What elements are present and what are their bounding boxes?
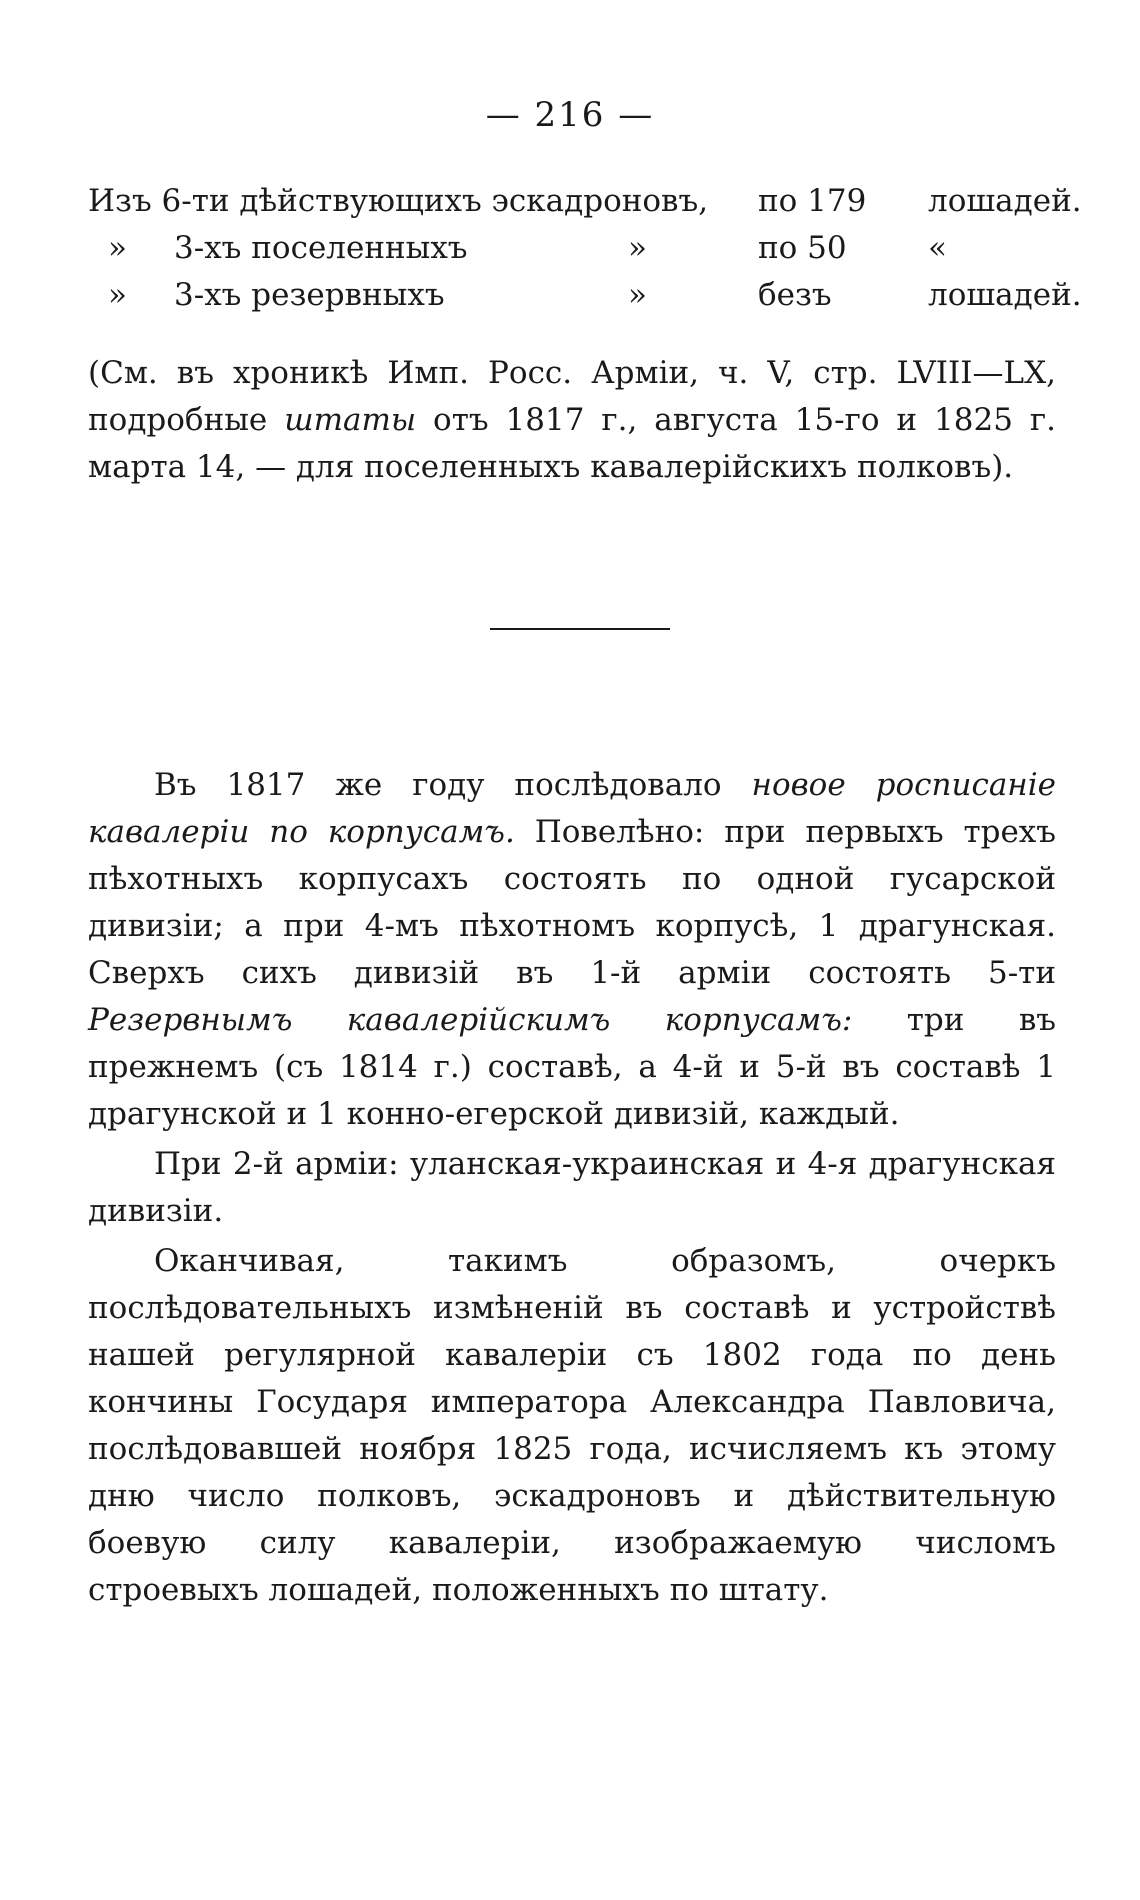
paragraph-3: Оканчивая, такимъ образомъ, очеркъ послѣдовательныхъ измѣненій въ составѣ и устройствѣ нашей регулярной кавалеріи съ 1802 года по день кончины Государя императора Александра Павловича, послѣдовавшей ноября 1825 года, исчисляемъ къ этому дню число полковъ, эскадроновъ и дѣйствительную боевую силу кавалеріи, изображаемую числомъ строевыхъ лошадей, положенныхъ по штату. (88, 1243, 1056, 1608)
reference-text-end: отъ 1817 г., августа 15-го и 1825 г. марта 14, — для поселенныхъ кавалерійскихъ полковъ). (88, 402, 1056, 485)
row-amount: по 50 (758, 230, 847, 266)
ditto-mark: » (108, 277, 127, 313)
row-amount: по 179 (758, 183, 867, 219)
ditto-mark: » (628, 230, 647, 266)
p1-italic-d: Резервнымъ кавалерійскимъ корпусамъ: (88, 1002, 853, 1038)
table-row (88, 272, 1082, 319)
section-divider (490, 628, 670, 630)
p1-text-e: три въ прежнемъ (съ 1814 г.) составѣ, а 4-й и 5-й въ составѣ 1 драгунской и 1 конно-егерской дивизій, каждый. (88, 1002, 1056, 1132)
paragraph-1 (88, 762, 1056, 1138)
table-row (88, 178, 1082, 225)
row-label: 3-хъ поселенныхъ (174, 230, 468, 266)
paragraph-2: При 2-й арміи: уланская-украинская и 4-я драгунская дивизіи. (88, 1146, 1056, 1229)
row-unit: лошадей. (928, 277, 1082, 313)
row-amount: безъ (758, 277, 832, 313)
page-number: — 216 — (485, 95, 655, 135)
ditto-mark: » (628, 277, 647, 313)
row-label: Изъ 6-ти дѣйствующихъ эскадроновъ, (88, 183, 709, 219)
p1-italic-b: новое росписаніе кавалеріи по корпусамъ. (88, 767, 1056, 850)
horses-table (88, 178, 1082, 319)
main-text (88, 762, 1056, 1617)
reference-note (88, 350, 1056, 491)
table-row (88, 225, 1058, 272)
reference-text: (См. въ хроникѣ Имп. Росс. Арміи, ч. V, стр. LVIII—LX, подробные (88, 355, 1056, 438)
p1-text-a: Въ 1817 же году послѣдовало (154, 767, 752, 803)
ditto-mark: » (108, 230, 127, 266)
row-unit: лошадей. (928, 183, 1082, 219)
p1-text-c: Повелѣно: при первыхъ трехъ пѣхотныхъ корпусахъ состоять по одной гусарской дивизіи; а при 4-мъ пѣхотномъ корпусѣ, 1 драгунская. Сверхъ сихъ дивизій въ 1-й арміи состоять 5-ти (88, 814, 1056, 991)
ditto-mark: « (928, 230, 947, 266)
reference-italic: штаты (284, 402, 417, 438)
row-label: 3-хъ резервныхъ (174, 277, 445, 313)
